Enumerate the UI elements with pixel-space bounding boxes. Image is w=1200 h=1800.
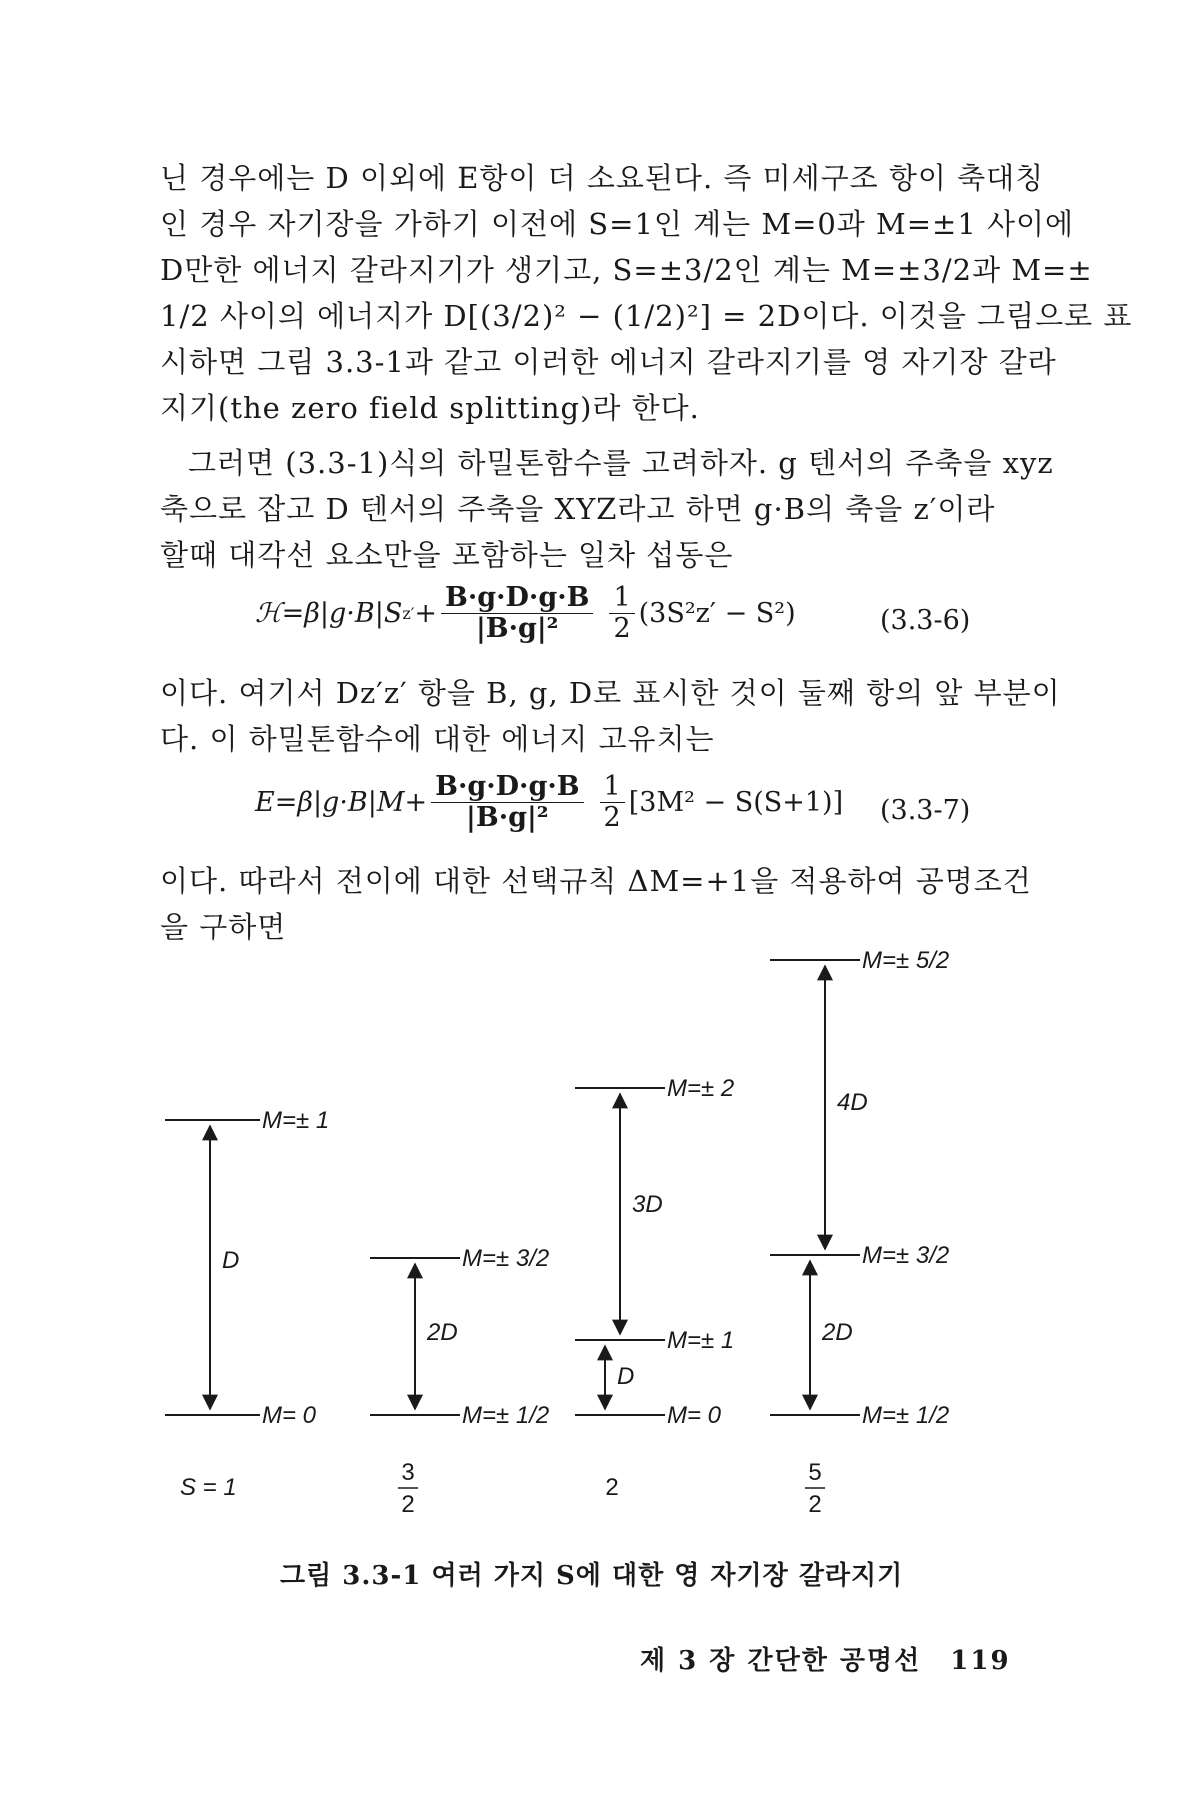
eq1-half-num: 1	[609, 583, 634, 614]
eq2-frac-den: |B·g|²	[466, 802, 549, 833]
eq1-lhs-subscript: z′	[402, 604, 415, 623]
page-number: 119	[950, 1646, 1011, 1676]
gap-label: 4D	[837, 1089, 868, 1116]
page-footer	[640, 1640, 1011, 1677]
text-line: 을 구하면	[160, 910, 287, 944]
gap-label: 2D	[427, 1319, 458, 1346]
level-label: M=± 3/2	[862, 1242, 950, 1269]
level-label: M=± 3/2	[462, 1245, 550, 1272]
text-line: D만한 에너지 갈라지기가 생기고, S=±3/2인 계는 M=±3/2과 M=±	[160, 253, 1093, 287]
text-line: 인 경우 자기장을 가하기 이전에 S=1인 계는 M=0과 M=±1 사이에	[160, 207, 1075, 241]
level-label: M=± 1/2	[462, 1402, 550, 1429]
text-line: 그러면 (3.3-1)식의 하밀톤함수를 고려하자. g 텐서의 주축을 xyz	[188, 446, 1054, 480]
level-label: M=± 5/2	[862, 947, 950, 974]
chapter-title: 제 3 장 간단한 공명선	[640, 1646, 922, 1676]
eq2-lhs: E=β|g·B|M+	[255, 787, 428, 818]
level-label: M=± 2	[667, 1075, 735, 1102]
spin-label-numerator: 3	[401, 1459, 415, 1486]
eq1-frac-den: |B·g|²	[475, 613, 559, 644]
text-line: 1/2 사이의 에너지가 D[(3/2)² − (1/2)²] = 2D이다. 이것을 그림으로 표	[160, 299, 1133, 333]
eq2-half-den: 2	[603, 802, 621, 833]
figure-caption: 그림 3.3-1 여러 가지 S에 대한 영 자기장 갈라지기	[280, 1561, 904, 1591]
eq1-frac-num: B·g·D·g·B	[441, 583, 593, 614]
spin-label-numerator: 5	[808, 1459, 822, 1486]
eq1-half-den: 2	[613, 613, 631, 644]
eq1-plus: +	[414, 598, 438, 629]
spin-label-denominator: 2	[401, 1491, 415, 1518]
level-label: M=± 1	[667, 1327, 735, 1354]
eq2-frac-num: B·g·D·g·B	[431, 772, 583, 803]
gap-label: D	[222, 1247, 240, 1274]
text-line: 이다. 여기서 Dz′z′ 항을 B, g, D로 표시한 것이 둘째 항의 앞 부분이	[160, 676, 1061, 710]
text-line: 이다. 따라서 전이에 대한 선택규칙 ΔM=+1을 적용하여 공명조건	[160, 864, 1032, 898]
spin-label: 2	[605, 1474, 619, 1501]
spin-label: S = 1	[180, 1474, 237, 1501]
level-label: M= 0	[667, 1402, 722, 1429]
eq1-lhs: ℋ=β|g·B|S	[255, 598, 403, 629]
text-line: 축으로 잡고 D 텐서의 주축을 XYZ라고 하면 g·B의 축을 z′이라	[160, 492, 996, 526]
level-label: M=± 1	[262, 1107, 330, 1134]
eq2-tail: [3M² − S(S+1)]	[628, 787, 844, 818]
text-line: 닌 경우에는 D 이외에 E항이 더 소요된다. 즉 미세구조 항이 축대칭	[160, 161, 1045, 195]
text-line: 지기(the zero field splitting)라 한다.	[160, 391, 700, 425]
gap-label: D	[617, 1363, 635, 1390]
level-label: M=± 1/2	[862, 1402, 950, 1429]
eq2-number: (3.3-7)	[880, 795, 971, 826]
spin-label-denominator: 2	[808, 1491, 822, 1518]
level-label: M= 0	[262, 1402, 317, 1429]
text-line: 다. 이 하밀톤함수에 대한 에너지 고유치는	[160, 722, 715, 756]
eq2-half-num: 1	[600, 772, 625, 803]
gap-label: 3D	[632, 1191, 663, 1218]
gap-label: 2D	[822, 1319, 853, 1346]
eq1-tail: (3S²z′ − S²)	[638, 598, 796, 629]
text-line: 할때 대각선 요소만을 포함하는 일차 섭동은	[160, 538, 734, 572]
eq1-number: (3.3-6)	[880, 605, 971, 636]
text-line: 시하면 그림 3.3-1과 같고 이러한 에너지 갈라지기를 영 자기장 갈라	[160, 345, 1057, 379]
